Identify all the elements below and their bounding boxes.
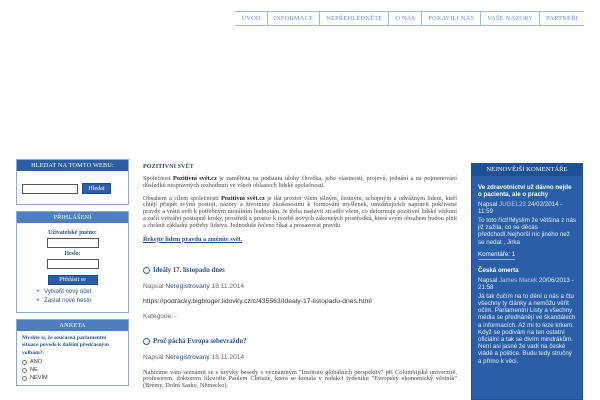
post-excerpt: Nabízíme vám seznámit se s úryvky besedy s významným "Institutu globálních perspektiv" při Columbijské univerzitě, profesorem, doktorem filozofie Paulem Christie, která se konala v redakci týdeníku "Evropský ekonomický věstník" (Brémy, Dolní Sasko, Německo).: [143, 368, 457, 390]
nav-item-poravili-nas[interactable]: PORAVILI NÁS: [421, 12, 480, 25]
poll-box-title: ANKETA: [17, 320, 128, 331]
post-meta: Napsal Neregistrovaný 18.11.2014: [143, 282, 245, 290]
nav-item-informace[interactable]: INFORMACE: [267, 12, 319, 25]
post-bullet-icon: [143, 267, 150, 274]
login-box-title: PŘIHLÁŠENÍ: [17, 212, 128, 223]
intro-paragraph-1: Společnost Pozitivní svět.cz je zaměřena na podstatu úlohy člověka, jeho vlastností, projevů, jednání a na pojmenování důsledků nesprávných rozhodnutí ve všech oblastech lidské společnosti.: [143, 175, 458, 189]
reset-password-link[interactable]: • Zaslat nové heslo: [37, 297, 124, 306]
post-date: 18.11.2014: [211, 282, 245, 290]
search-button[interactable]: Hledat: [82, 183, 111, 194]
radio-icon[interactable]: [22, 368, 27, 373]
poll-box: [16, 319, 129, 386]
search-box-title: HLEDAT NA TOMTO WEBU:: [17, 160, 128, 171]
post-title-link[interactable]: Proč páchá Evropa sebevraždu?: [153, 337, 247, 345]
create-account-link[interactable]: • Vytvořit nový účet: [37, 288, 124, 297]
top-navigation: [235, 11, 584, 26]
comment-author[interactable]: JUGEL23: [499, 201, 526, 208]
post-author[interactable]: Neregistrovaný: [165, 282, 210, 290]
nav-item-partneri[interactable]: PARTNEŘI: [539, 12, 584, 25]
comment-meta: Napsal James Macek 20/06/2013 - 21:58: [478, 276, 574, 291]
search-box: [16, 159, 129, 205]
left-sidebar: [16, 159, 129, 392]
post-title-link[interactable]: Ideály 17. listopadu dnes: [153, 266, 225, 274]
password-input[interactable]: [47, 259, 99, 269]
nav-item-vase-nazory[interactable]: VAŠE NÁZORY: [480, 12, 539, 25]
comment-text: To toto říct!!Myslím že většina z nás již zažila, co se děcás předchodí.Nejhorší nic jiného než se nedat , Jirka: [478, 217, 576, 246]
post-item: [143, 338, 457, 391]
username-label: Uživatelské jméno:: [48, 230, 97, 236]
poll-option-ano[interactable]: ANO: [22, 359, 123, 365]
comment-text: Já tak čučím na to dění u nás a čtu všechny ty články a nemůžu věřit očím. Parlamentní Listy a všechny média se předhánějí ve škandálech a informacích. Až mi to leze krkem. Když se podívám na ten ostatní oficiální a tak se divím mindrákům. Není asi jasné že vadí na české vládě a politice. Budu tedy stručný a přímo k věci.: [478, 292, 576, 365]
comment-count-link[interactable]: Komentáře: 1: [478, 250, 516, 258]
username-input[interactable]: [47, 238, 99, 248]
nav-item-o-nas[interactable]: O NÁS: [388, 12, 421, 25]
search-input[interactable]: [22, 184, 78, 194]
page-title: POZITIVNÍ SVĚT: [143, 163, 194, 170]
poll-option-nevim[interactable]: NEVÍM: [22, 375, 123, 381]
login-button[interactable]: Přihlásit se: [48, 275, 98, 285]
nav-item-uvod[interactable]: ÚVOD: [241, 15, 261, 22]
post-author[interactable]: Neregistrovaný: [165, 353, 210, 361]
post-item: [143, 267, 457, 320]
tagline-link[interactable]: Řekejte lidem pravdu a změníte svět.: [143, 235, 243, 243]
login-box: [16, 211, 129, 313]
comment-headline[interactable]: Česká omerta: [478, 266, 519, 274]
comment-headline[interactable]: Ve zdravotnictví už dávno nejde o pacienta, ale o prachy: [478, 184, 572, 198]
intro-paragraph-2: Obsahem a cílem společnosti Pozitivní svět.cz je dát prostor všem silným, čestným, schopným a odvážným lidem, kteří chtějí přispět svými postoji, názory a životními zkušenostmi k formování myšlenek, umožňujících napravit pokřivené pravdy a vrátit svět k potřebným morálním hodnotám. Je třeba nastavit zrcadlo všem, co deformuje pozitivní lidské vědomí a začít vytvářet postupné kroky, prostředí a prostor k tvorbě nových zákonných prostředků, které svým obsahem budou plnit a chránit základní potřeby lidstva. Jednoduše řečeno říkat a prosazovat pravdu.: [143, 194, 457, 229]
poll-question: Myslíte si, že současná parlamentní situace povede k dalším předčasným volbám?:: [22, 335, 110, 356]
recent-comments-title: NEJNOVĚJŠÍ KOMENTÁŘE: [472, 164, 582, 176]
comment-meta: Napsal JUGEL23 24/02/2014 - 11:59: [478, 201, 563, 215]
comment-date: 24/02/2014 - 11:59: [478, 201, 563, 215]
post-meta: Napsal Neregistrovaný 18.11.2014: [143, 353, 245, 361]
nav-item-neprehlednete[interactable]: NEPŘEHLÉDNĚTE: [319, 12, 388, 25]
main-content: [143, 163, 457, 390]
post-date: 18.11.2014: [211, 353, 245, 361]
post-bullet-icon: [143, 338, 150, 345]
post-categories: Kategorie: -: [143, 312, 178, 320]
post-url[interactable]: https://podracky.bigbloger.lidovky.cz/c/435563/Idealy-17-listopadu-dnes.html: [143, 297, 372, 305]
comment-date: 20/06/2013 - 21:58: [478, 276, 574, 291]
login-links: [37, 288, 124, 306]
poll-option-ne[interactable]: NE: [22, 367, 123, 373]
radio-icon[interactable]: [22, 376, 27, 381]
password-label: Heslo:: [64, 251, 81, 257]
recent-comments-panel: [471, 163, 583, 400]
comment-author[interactable]: James Macek: [499, 276, 538, 284]
radio-icon[interactable]: [22, 360, 27, 365]
